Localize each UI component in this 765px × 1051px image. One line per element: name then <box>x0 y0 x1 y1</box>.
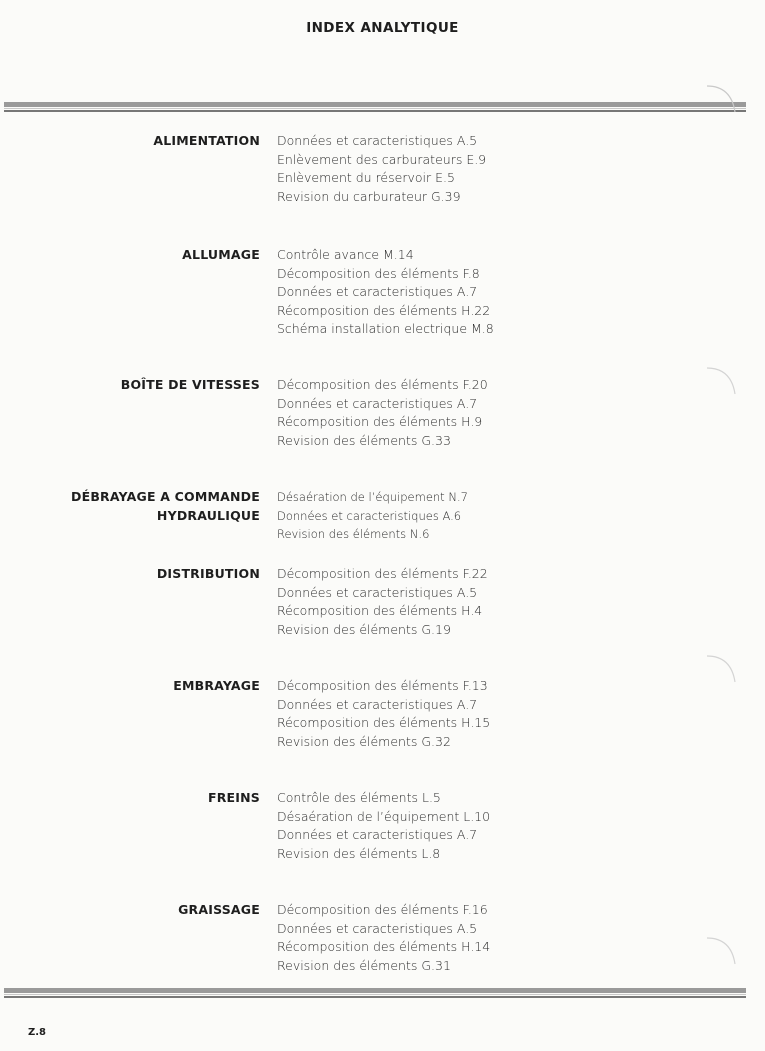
index-entry: Enlèvement des carburateurs E.9 <box>277 151 487 167</box>
index-entry: Contrôle avance M.14 <box>277 247 414 262</box>
index-entry: Revision du carburateur G.39 <box>277 188 461 204</box>
entry-list <box>277 901 490 975</box>
section-heading-line: EMBRAYAGE <box>173 678 260 693</box>
index-entry: Revision des éléments N.6 <box>277 527 430 542</box>
index-entry: Désaération de l’équipement L.10 <box>277 808 491 824</box>
entry-list <box>277 789 490 863</box>
section-heading-line: HYDRAULIQUE <box>156 507 260 523</box>
section-heading <box>5 132 260 151</box>
index-entry: Données et caracteristiques A.6 <box>277 508 462 523</box>
binder-hole-mark <box>705 650 745 690</box>
binder-hole-mark <box>705 362 745 402</box>
index-entry: Données et caracteristiques A.7 <box>277 284 478 300</box>
section-heading <box>5 565 260 584</box>
binder-hole-mark <box>705 80 745 120</box>
entry-list <box>277 488 468 544</box>
index-entry: Données et caracteristiques A.5 <box>277 584 478 600</box>
entry-list <box>277 246 494 339</box>
entry-list <box>277 565 488 639</box>
index-entry: Schéma installation electrique M.8 <box>277 321 494 337</box>
section-heading-line: BOÎTE DE VITESSES <box>120 377 260 392</box>
entry-list <box>277 677 490 751</box>
entry-list <box>277 132 486 206</box>
bottom-rule <box>4 988 746 998</box>
section-heading <box>5 789 260 808</box>
page-number: Z.8 <box>28 1027 47 1038</box>
index-entry: Récomposition des éléments H.22 <box>277 302 491 318</box>
index-entry: Revision des éléments G.33 <box>277 432 451 448</box>
binder-hole-mark <box>705 932 745 972</box>
index-entry: Récomposition des éléments H.9 <box>277 414 483 430</box>
section-heading <box>5 488 260 525</box>
index-entry: Décomposition des éléments F.20 <box>277 377 488 392</box>
index-entry: Décomposition des éléments F.8 <box>277 265 480 281</box>
index-entry: Récomposition des éléments H.4 <box>277 603 483 619</box>
page-title: INDEX ANALYTIQUE <box>306 20 459 36</box>
index-entry: Décomposition des éléments F.22 <box>277 566 488 581</box>
index-entry: Revision des éléments G.31 <box>277 957 451 973</box>
index-entry: Revision des éléments G.32 <box>277 733 451 749</box>
section-heading <box>5 677 260 696</box>
section-heading-line: ALIMENTATION <box>153 133 260 148</box>
index-entry: Contrôle des éléments L.5 <box>277 790 441 805</box>
section-heading <box>5 376 260 395</box>
index-entry: Décomposition des éléments F.16 <box>277 902 488 917</box>
section-heading-line: DISTRIBUTION <box>156 566 260 581</box>
index-entry: Données et caracteristiques A.7 <box>277 827 478 843</box>
index-entry: Données et caracteristiques A.5 <box>277 920 478 936</box>
section-heading-line: GRAISSAGE <box>178 902 260 917</box>
top-rule <box>4 102 746 112</box>
index-entry: Récomposition des éléments H.14 <box>277 939 491 955</box>
section-heading <box>5 901 260 920</box>
index-entry: Revision des éléments G.19 <box>277 621 451 637</box>
section-heading <box>5 246 260 265</box>
entry-list <box>277 376 488 450</box>
index-entry: Données et caracteristiques A.7 <box>277 395 478 411</box>
section-heading-line: FREINS <box>207 790 260 805</box>
index-entry: Données et caracteristiques A.5 <box>277 133 478 148</box>
section-heading-line: ALLUMAGE <box>182 247 260 262</box>
index-entry: Enlèvement du réservoir E.5 <box>277 170 455 186</box>
section-heading-line: DÉBRAYAGE A COMMANDE <box>71 489 260 504</box>
index-entry: Données et caracteristiques A.7 <box>277 696 478 712</box>
index-entry: Récomposition des éléments H.15 <box>277 715 491 731</box>
index-entry: Revision des éléments L.8 <box>277 845 441 861</box>
index-entry: Désaération de l’équipement N.7 <box>277 490 468 504</box>
index-entry: Décomposition des éléments F.13 <box>277 678 488 693</box>
